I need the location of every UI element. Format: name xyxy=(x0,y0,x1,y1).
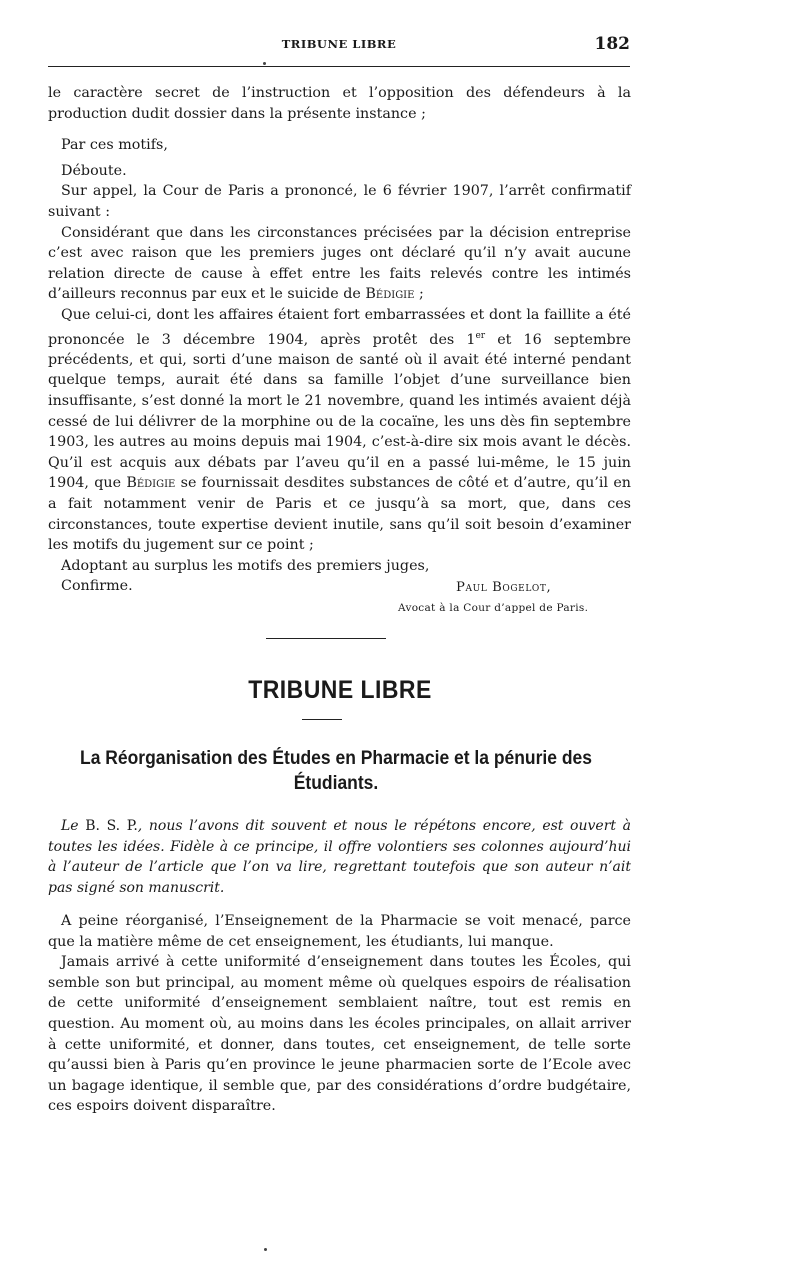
paragraph: Confirme. xyxy=(61,578,133,595)
paragraph: Jamais arrivé à cette uniformité d’enseignement dans toutes les Écoles, qui semble son but principal, au moment même où quelques espoirs de réalisation de cette uniformité d’enseignement semblaient naître, tout est remis en question. Au moment où, au moins dans les écoles principales, on allait arriver à cette uniformité, et donner, dans toutes, cet enseignement, de telle sorte qu’aussi bien à Paris qu’en province le jeune pharmacien sorte de l’Ecole avec un bagage identique, il semble que, par des considérations d’ordre budgétaire, ces espoirs doivent disparaître. xyxy=(48,954,631,1115)
text-run: , nous l’avons dit souvent et nous le répétons encore, est ouvert à toutes les idées. Fidèle à ce principe, il offre volontiers ses colonnes aujourd’hui à l’auteur de l’article que l’on va lire, regrettant toutefois que son auteur n’ait pas signé son manuscrit. xyxy=(48,818,631,896)
paragraph: Déboute. xyxy=(61,162,127,179)
section-divider xyxy=(266,638,386,639)
print-speck xyxy=(264,1248,267,1251)
signature-name: Paul Bogelot, xyxy=(456,580,552,595)
paragraph: Sur appel, la Cour de Paris a prononcé, le 6 février 1907, l’arrêt confirmatif suivant : xyxy=(48,183,631,220)
signature-title: Avocat à la Cour d’appel de Paris. xyxy=(398,602,589,614)
running-head xyxy=(48,34,630,56)
text-run: Le xyxy=(61,818,86,834)
paragraph: Adoptant au surplus les motifs des premiers juges, xyxy=(61,557,430,574)
paragraph xyxy=(48,223,631,305)
running-head-title: TRIBUNE LIBRE xyxy=(281,37,397,51)
body-text-top xyxy=(48,83,631,597)
body-text-bottom xyxy=(48,911,631,1117)
text-run: ; xyxy=(414,286,424,303)
superscript: er xyxy=(475,330,486,341)
paragraph xyxy=(48,305,631,556)
person-name: Bédigie xyxy=(126,475,176,492)
text-run: Que celui-ci, dont les affaires étaient fort embarrassées et dont la faillite a été prononcée le 3 décembre 1904, après protêt des 1 xyxy=(48,306,631,348)
title-rule xyxy=(302,719,342,720)
text-run: se fournissait desdites substances de côté et d’autre, qu’il en a fait notamment venir de Paris et ce jusqu’à sa mort, que, dans ces circonstances, toute expertise devient inutile, sans qu’il soit besoin d’examiner les motifs du jugement sur ce point ; xyxy=(48,475,632,554)
paragraph: Par ces motifs, xyxy=(61,137,168,154)
text-run: et 16 septembre précédents, et qui, sorti d’une maison de santé où il avait été interné pendant quelque temps, aurait été dans sa famille l’objet d’une surveillance bien insuffisante, s’est donné la mort le 21 novembre, quand les intimés avaient déjà cessé de lui délivrer de la morphine ou de la cocaïne, les uns dès fin septembre 1903, les autres au moins depuis mai 1904, c’est-à-dire six mois avant le décès. Qu’il est acquis aux débats par l’aveu qu’il en a passé lui-même, le 15 juin 1904, que xyxy=(48,331,631,492)
publication-abbrev: B. S. P. xyxy=(85,818,138,834)
paragraph: le caractère secret de l’instruction et l’opposition des défendeurs à la production dudit dossier dans la présente instance ; xyxy=(48,85,631,122)
person-name: Bédigie xyxy=(365,286,415,303)
header-rule xyxy=(48,66,630,67)
editorial-note xyxy=(48,816,631,898)
page-number: 182 xyxy=(594,34,630,54)
article-title: La Réorganisation des Études en Pharmacie et la pénurie des Étudiants. xyxy=(80,748,592,794)
text-run: Considérant que dans les circonstances précisées par la décision entreprise c’est avec raison que les premiers juges ont déclaré qu’il n’y avait aucune relation directe de cause à effet entre les faits relevés contre les intimés d’ailleurs reconnus par eux et le suicide de xyxy=(48,224,631,303)
print-speck xyxy=(263,62,266,65)
section-title: TRIBUNE LIBRE xyxy=(248,676,432,704)
paragraph: A peine réorganisé, l’Enseignement de la Pharmacie se voit menacé, parce que la matière même de cet enseignement, les étudiants, lui manque. xyxy=(48,913,631,950)
